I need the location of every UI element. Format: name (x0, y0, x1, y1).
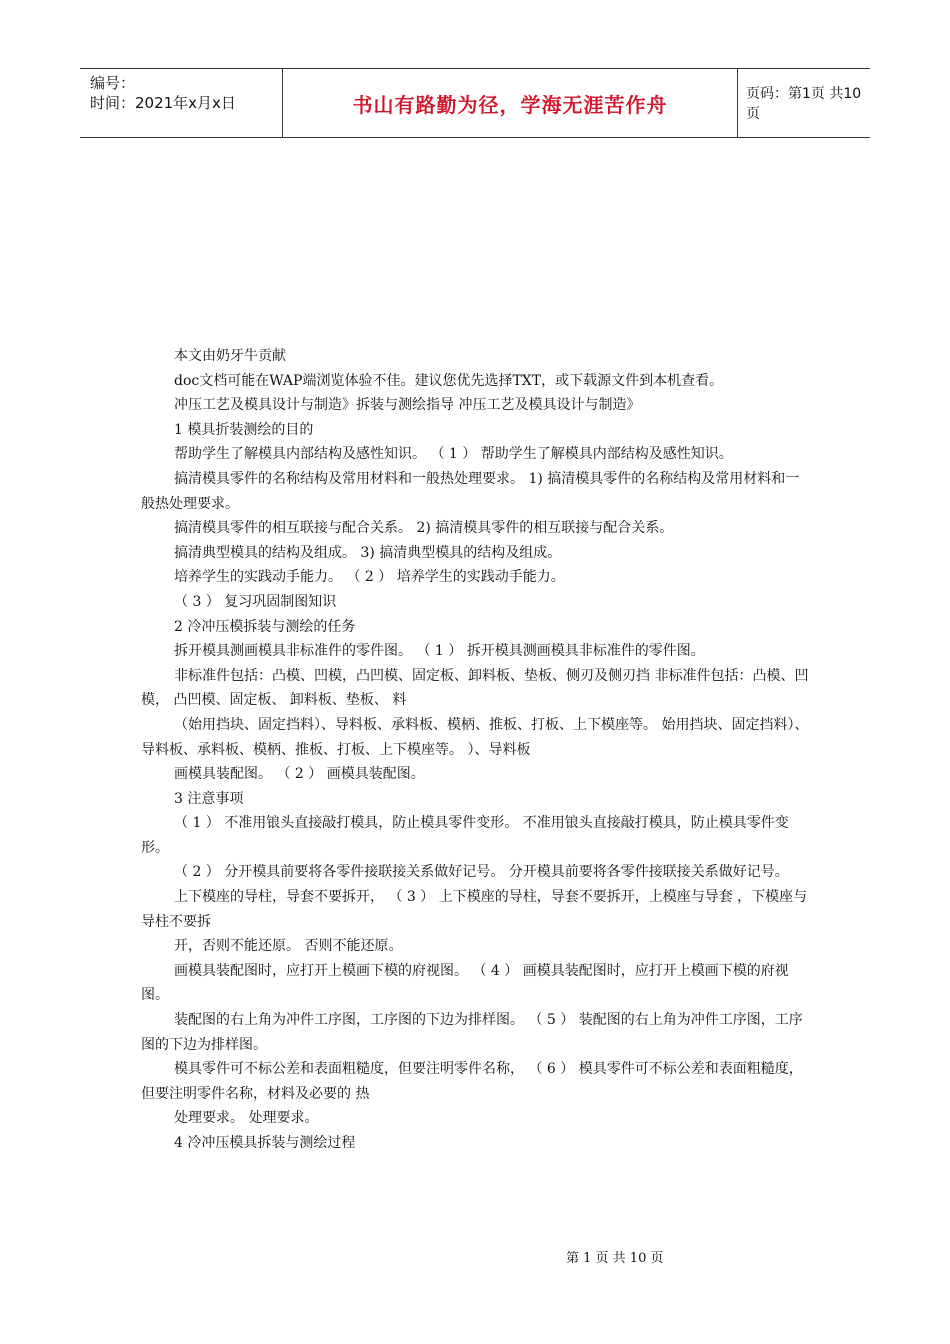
time-label: 时间：2021年x月x日 (90, 94, 236, 112)
header-motto: 书山有路勤为径，学海无涯苦作舟 (282, 69, 738, 137)
paragraph: 搞清典型模具的结构及组成。 3) 搞清典型模具的结构及组成。 (174, 544, 562, 561)
paragraph: 模具零件可不标公差和表面粗糙度，但要注明零件名称， （ 6 ） 模具零件可不标公差和表面粗糙度，但要注明零件名称，材料及必要的 热 (141, 1061, 803, 1102)
paragraph: 画模具装配图。 （ 2 ） 画模具装配图。 (174, 766, 425, 783)
paragraph: 培养学生的实践动手能力。 （ 2 ） 培养学生的实践动手能力。 (174, 569, 565, 586)
number-label: 编号： (90, 74, 136, 92)
section-heading: 3 注意事项 (174, 790, 244, 807)
section-heading: 4 冷冲压模具拆装与测绘过程 (174, 1135, 356, 1151)
paragraph: 开，否则不能还原。 否则不能还原。 (174, 938, 403, 955)
paragraph: （始用挡块、固定挡料）、导料板、承料板、模柄、推板、打板、上下模座等。 始用挡块、固定挡料）、导料板、承料板、模柄、推板、打板、上下模座等。 ）、导料板 (141, 716, 809, 758)
document-body (141, 344, 813, 1156)
paragraph: 冲压工艺及模具设计与制造》拆装与测绘指导 冲压工艺及模具设计与制造》 (174, 397, 641, 414)
paragraph: 搞清模具零件的相互联接与配合关系。 2) 搞清模具零件的相互联接与配合关系。 (174, 520, 674, 537)
paragraph: （ 1 ） 不准用锒头直接敲打模具，防止模具零件变形。 不准用锒头直接敲打模具，防止模具零件变形。 (141, 815, 789, 856)
paragraph: doc文档可能在WAP端浏览体验不佳。建议您优先选择TXT，或下载源文件到本机查看。 (174, 372, 724, 389)
paragraph: 本文由奶牙牛贡献 (174, 348, 286, 364)
header-info-cell (80, 69, 282, 137)
paragraph: 拆开模具测画模具非标准件的零件图。 （ 1 ） 拆开模具测画模具非标准件的零件图。 (174, 643, 705, 660)
paragraph: 非标准件包括：凸模、凹模，凸凹模、固定板、卸料板、垫板、侧刃及侧刃挡 非标准件包括：凸模、凹模， 凸凹模、固定板、 卸料板、垫板、 料 (141, 667, 809, 709)
section-heading: 2 冷冲压模拆装与测绘的任务 (174, 618, 356, 635)
header-page-label: 页码：第1页 共10页 (746, 86, 862, 122)
paragraph: 搞清模具零件的名称结构及常用材料和一般热处理要求。 1) 搞清模具零件的名称结构及常用材料和一般热处理要求。 (141, 470, 800, 512)
paragraph: 上下模座的导柱，导套不要拆开， （ 3 ） 上下模座的导柱，导套不要拆开，上模座与导套 ，下模座与导柱不要拆 (141, 889, 808, 930)
section-heading: 1 模具折装测绘的目的 (174, 421, 314, 438)
paragraph: （ 3 ） 复习巩固制图知识 (174, 593, 337, 610)
paragraph: 画模具装配图时，应打开上模画下模的府视图。 （ 4 ） 画模具装配图时，应打开上模画下模的府视图。 (141, 962, 789, 1004)
paragraph: 处理要求。 处理要求。 (174, 1110, 319, 1127)
paragraph: （ 2 ） 分开模具前要将各零件接联接关系做好记号。 分开模具前要将各零件接联接关系做好记号。 (174, 864, 789, 881)
page-header (80, 68, 870, 138)
footer-page-number: 第 1 页 共 10 页 (566, 1251, 664, 1266)
paragraph: 装配图的右上角为冲件工序图，工序图的下边为排样图。 （ 5 ） 装配图的右上角为冲件工序图，工序图的下边为排样图。 (141, 1012, 803, 1053)
paragraph: 帮助学生了解模具内部结构及感性知识。 （ 1 ） 帮助学生了解模具内部结构及感性知识。 (174, 446, 733, 463)
